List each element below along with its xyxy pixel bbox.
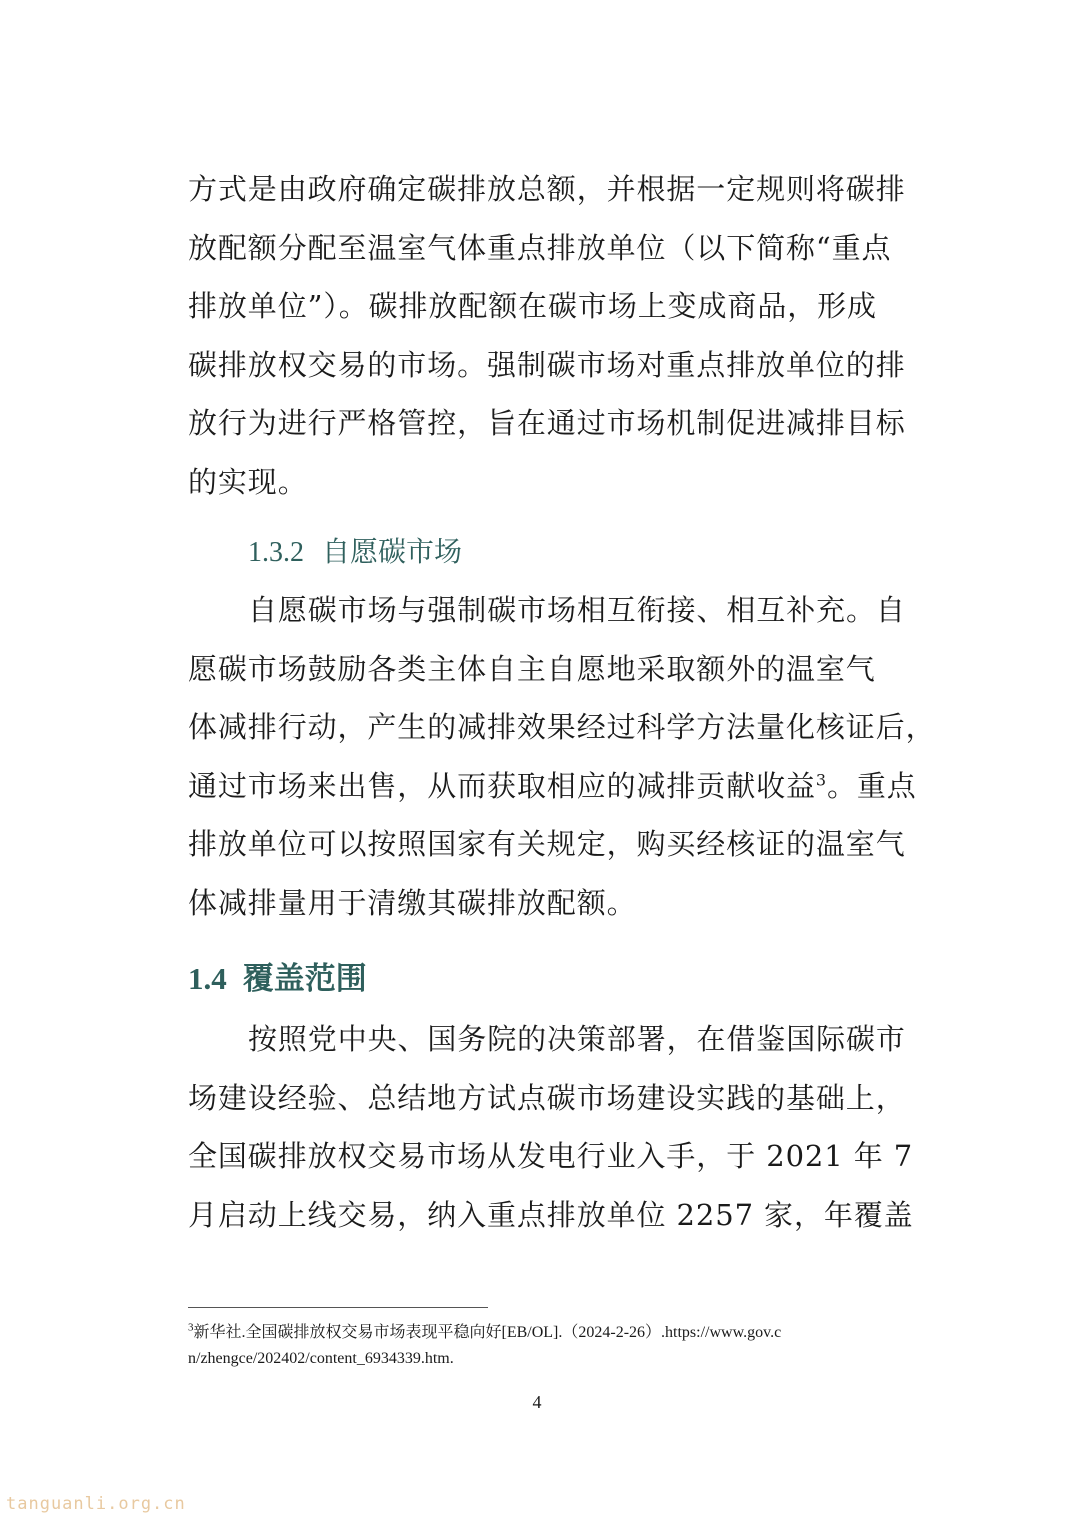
text-segment: 。重点 xyxy=(827,768,917,803)
footnote-line xyxy=(188,1320,888,1346)
text-line: 按照党中央、国务院的决策部署，在借鉴国际碳市 xyxy=(248,1022,906,1056)
text-line: 全国碳排放权交易市场从发电行业入手，于 2021 年 7 xyxy=(188,1139,914,1173)
footnote-divider xyxy=(188,1307,488,1308)
text-line: 放行为进行严格管控，旨在通过市场机制促进减排目标 xyxy=(188,406,906,440)
text-line: 排放单位”）。碳排放配额在碳市场上变成商品，形成 xyxy=(188,289,877,323)
text-line: 体减排行动，产生的减排效果经过科学方法量化核证后， xyxy=(188,710,936,744)
text-line xyxy=(188,757,917,816)
footnote-marker: 3 xyxy=(188,1321,194,1334)
footnote-text: 新华社.全国碳排放权交易市场表现平稳向好[EB/OL].（2024-2-26）.https://www.gov.c xyxy=(193,1324,782,1341)
text-line: 方式是由政府确定碳排放总额，并根据一定规则将碳排 xyxy=(188,172,906,206)
text-line: 自愿碳市场与强制碳市场相互衔接、相互补充。自 xyxy=(248,593,906,627)
paragraph-carbon-emission-allocation xyxy=(188,160,906,511)
watermark: tanguanli.org.cn xyxy=(6,1494,186,1514)
section-heading-1-3-2 xyxy=(188,523,890,581)
section-number: 1.4 xyxy=(188,961,227,996)
section-heading-1-4 xyxy=(188,948,890,1010)
text-segment: 通过市场来出售，从而获取相应的减排贡献收益 xyxy=(188,768,816,803)
paragraph-voluntary-carbon-market xyxy=(188,581,936,932)
text-line: 放配额分配至温室气体重点排放单位（以下简称“重点 xyxy=(188,230,892,265)
text-line: 月启动上线交易，纳入重点排放单位 2257 家，年覆盖 xyxy=(188,1197,914,1232)
body-text xyxy=(188,160,936,1244)
text-line: 愿碳市场鼓励各类主体自主自愿地采取额外的温室气 xyxy=(188,651,876,686)
section-number: 1.3.2 xyxy=(248,537,304,568)
section-title: 自愿碳市场 xyxy=(322,535,463,568)
text-line: 排放单位可以按照国家有关规定，购买经核证的温室气 xyxy=(188,827,906,861)
text-line: 碳排放权交易的市场。强制碳市场对重点排放单位的排 xyxy=(188,347,906,382)
text-line: 场建设经验、总结地方试点碳市场建设实践的基础上， xyxy=(188,1080,906,1115)
paragraph-coverage-scope xyxy=(188,1010,914,1244)
text-line: 的实现。 xyxy=(188,464,308,499)
section-title: 覆盖范围 xyxy=(242,961,367,997)
footnote-reference[interactable]: 3 xyxy=(815,769,827,789)
footnote xyxy=(188,1320,888,1372)
page-number: 4 xyxy=(532,1392,542,1412)
text-line: 体减排量用于清缴其碳排放配额。 xyxy=(188,885,637,920)
footnote-line[interactable]: n/zhengce/202402/content_6934339.htm. xyxy=(188,1350,454,1367)
